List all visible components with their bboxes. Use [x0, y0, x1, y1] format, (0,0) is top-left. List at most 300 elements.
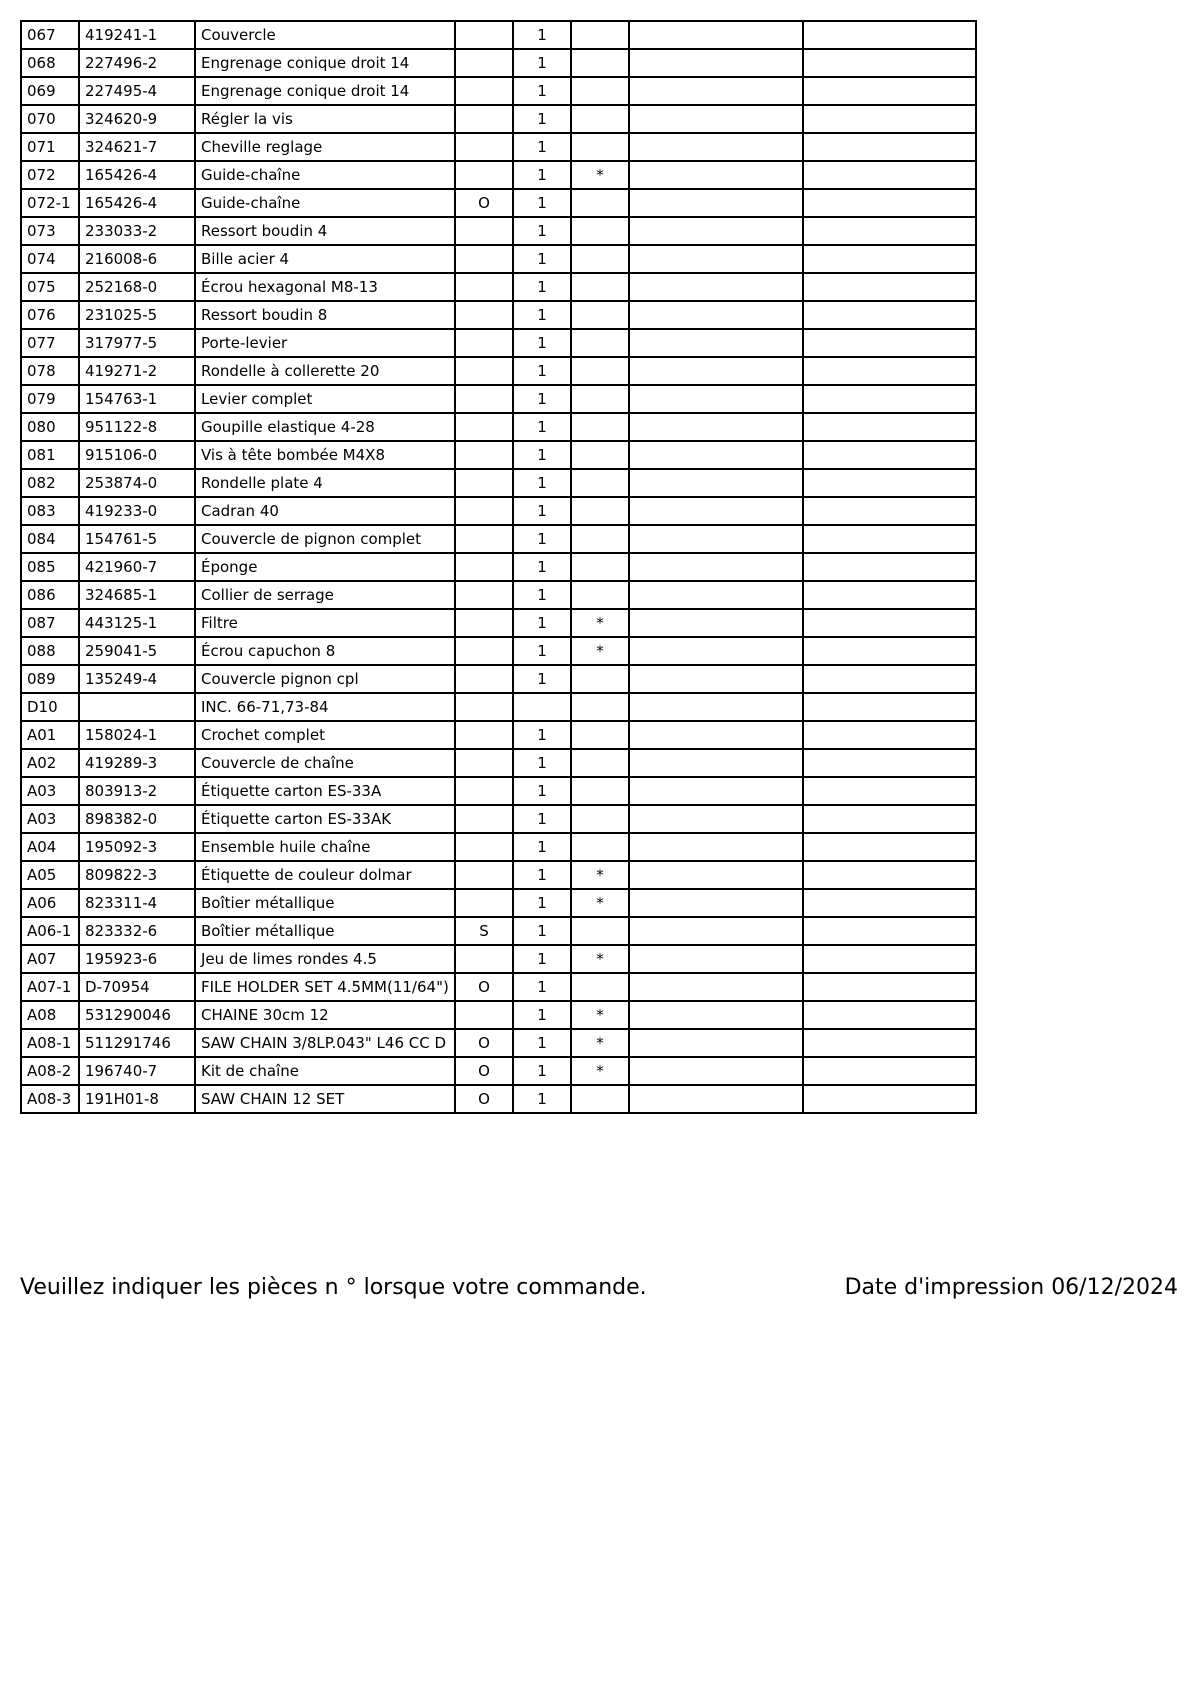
table-row — [21, 525, 976, 553]
cell-quantity: 1 — [513, 861, 571, 889]
cell-description: Boîtier métallique — [195, 889, 455, 917]
cell-part-number: 324685-1 — [79, 581, 195, 609]
cell-part-number: 227495-4 — [79, 77, 195, 105]
cell-note — [571, 777, 629, 805]
cell-ref-number: 070 — [21, 105, 79, 133]
cell-extra-1 — [629, 693, 803, 721]
cell-extra-2 — [803, 721, 976, 749]
cell-code — [455, 665, 513, 693]
cell-extra-2 — [803, 1029, 976, 1057]
cell-extra-1 — [629, 105, 803, 133]
cell-note — [571, 917, 629, 945]
cell-ref-number: 071 — [21, 133, 79, 161]
cell-quantity: 1 — [513, 21, 571, 49]
cell-description: Engrenage conique droit 14 — [195, 49, 455, 77]
table-row — [21, 161, 976, 189]
cell-quantity: 1 — [513, 273, 571, 301]
cell-code: S — [455, 917, 513, 945]
table-row — [21, 21, 976, 49]
cell-part-number: 195092-3 — [79, 833, 195, 861]
cell-part-number: 898382-0 — [79, 805, 195, 833]
cell-description: Porte-levier — [195, 329, 455, 357]
cell-code — [455, 805, 513, 833]
cell-quantity — [513, 693, 571, 721]
cell-ref-number: A05 — [21, 861, 79, 889]
cell-extra-1 — [629, 273, 803, 301]
cell-extra-2 — [803, 217, 976, 245]
cell-description: FILE HOLDER SET 4.5MM(11/64") — [195, 973, 455, 1001]
cell-code — [455, 441, 513, 469]
cell-extra-1 — [629, 609, 803, 637]
cell-part-number — [79, 693, 195, 721]
cell-part-number: 165426-4 — [79, 161, 195, 189]
cell-quantity: 1 — [513, 469, 571, 497]
cell-extra-2 — [803, 945, 976, 973]
cell-part-number: 317977-5 — [79, 329, 195, 357]
cell-extra-2 — [803, 861, 976, 889]
cell-part-number: 324621-7 — [79, 133, 195, 161]
cell-description: Rondelle plate 4 — [195, 469, 455, 497]
cell-extra-1 — [629, 245, 803, 273]
cell-extra-2 — [803, 525, 976, 553]
cell-part-number: 809822-3 — [79, 861, 195, 889]
cell-part-number: 216008-6 — [79, 245, 195, 273]
table-row — [21, 357, 976, 385]
cell-quantity: 1 — [513, 385, 571, 413]
cell-description: Bille acier 4 — [195, 245, 455, 273]
cell-description: Cadran 40 — [195, 497, 455, 525]
cell-description: Étiquette carton ES-33A — [195, 777, 455, 805]
cell-code: O — [455, 1029, 513, 1057]
cell-part-number: 915106-0 — [79, 441, 195, 469]
cell-code — [455, 553, 513, 581]
cell-part-number: 419241-1 — [79, 21, 195, 49]
cell-ref-number: 085 — [21, 553, 79, 581]
cell-extra-2 — [803, 357, 976, 385]
cell-note — [571, 721, 629, 749]
cell-quantity: 1 — [513, 441, 571, 469]
cell-note — [571, 497, 629, 525]
cell-description: Couvercle — [195, 21, 455, 49]
table-row — [21, 581, 976, 609]
cell-quantity: 1 — [513, 497, 571, 525]
table-row — [21, 301, 976, 329]
cell-note — [571, 749, 629, 777]
cell-extra-1 — [629, 917, 803, 945]
cell-ref-number: A08 — [21, 1001, 79, 1029]
cell-extra-1 — [629, 749, 803, 777]
cell-quantity: 1 — [513, 329, 571, 357]
cell-description: Étiquette carton ES-33AK — [195, 805, 455, 833]
cell-extra-2 — [803, 189, 976, 217]
cell-part-number: 196740-7 — [79, 1057, 195, 1085]
cell-code — [455, 525, 513, 553]
cell-extra-2 — [803, 161, 976, 189]
cell-quantity: 1 — [513, 133, 571, 161]
cell-part-number: 253874-0 — [79, 469, 195, 497]
table-row — [21, 973, 976, 1001]
cell-extra-1 — [629, 189, 803, 217]
cell-extra-2 — [803, 889, 976, 917]
cell-part-number: 191H01-8 — [79, 1085, 195, 1113]
cell-note — [571, 49, 629, 77]
cell-code: O — [455, 189, 513, 217]
cell-description: Étiquette de couleur dolmar — [195, 861, 455, 889]
cell-code — [455, 161, 513, 189]
table-row — [21, 1001, 976, 1029]
cell-part-number: 158024-1 — [79, 721, 195, 749]
cell-code — [455, 833, 513, 861]
cell-extra-1 — [629, 1001, 803, 1029]
cell-note — [571, 273, 629, 301]
cell-description: Vis à tête bombée M4X8 — [195, 441, 455, 469]
cell-ref-number: 074 — [21, 245, 79, 273]
cell-extra-2 — [803, 777, 976, 805]
cell-note — [571, 357, 629, 385]
table-row — [21, 833, 976, 861]
table-row — [21, 665, 976, 693]
cell-ref-number: 088 — [21, 637, 79, 665]
cell-description: Guide-chaîne — [195, 189, 455, 217]
table-row — [21, 105, 976, 133]
cell-quantity: 1 — [513, 413, 571, 441]
table-row — [21, 1029, 976, 1057]
cell-ref-number: A08-3 — [21, 1085, 79, 1113]
cell-extra-2 — [803, 21, 976, 49]
cell-note — [571, 413, 629, 441]
cell-extra-1 — [629, 1029, 803, 1057]
cell-extra-1 — [629, 637, 803, 665]
cell-quantity: 1 — [513, 105, 571, 133]
cell-quantity: 1 — [513, 245, 571, 273]
table-row — [21, 637, 976, 665]
cell-code — [455, 49, 513, 77]
cell-code — [455, 721, 513, 749]
cell-part-number: 421960-7 — [79, 553, 195, 581]
table-row — [21, 469, 976, 497]
cell-note: * — [571, 609, 629, 637]
cell-extra-1 — [629, 721, 803, 749]
cell-extra-1 — [629, 553, 803, 581]
cell-ref-number: A06-1 — [21, 917, 79, 945]
cell-code — [455, 413, 513, 441]
cell-ref-number: 078 — [21, 357, 79, 385]
cell-description: Ressort boudin 4 — [195, 217, 455, 245]
cell-part-number: 154763-1 — [79, 385, 195, 413]
table-row — [21, 245, 976, 273]
cell-note — [571, 665, 629, 693]
cell-extra-2 — [803, 329, 976, 357]
cell-quantity: 1 — [513, 525, 571, 553]
cell-note — [571, 1085, 629, 1113]
cell-code — [455, 105, 513, 133]
cell-description: Goupille elastique 4-28 — [195, 413, 455, 441]
cell-code — [455, 469, 513, 497]
cell-extra-2 — [803, 749, 976, 777]
cell-note: * — [571, 1001, 629, 1029]
table-row — [21, 273, 976, 301]
cell-part-number: 823332-6 — [79, 917, 195, 945]
cell-ref-number: 089 — [21, 665, 79, 693]
cell-code: O — [455, 1057, 513, 1085]
cell-extra-1 — [629, 833, 803, 861]
cell-quantity: 1 — [513, 1029, 571, 1057]
cell-part-number: 803913-2 — [79, 777, 195, 805]
cell-ref-number: D10 — [21, 693, 79, 721]
table-row — [21, 609, 976, 637]
cell-extra-2 — [803, 469, 976, 497]
cell-quantity: 1 — [513, 777, 571, 805]
cell-part-number: 259041-5 — [79, 637, 195, 665]
cell-extra-2 — [803, 693, 976, 721]
cell-ref-number: 083 — [21, 497, 79, 525]
cell-extra-2 — [803, 609, 976, 637]
cell-description: Couvercle pignon cpl — [195, 665, 455, 693]
cell-description: Boîtier métallique — [195, 917, 455, 945]
cell-note — [571, 329, 629, 357]
cell-code — [455, 609, 513, 637]
cell-description: Jeu de limes rondes 4.5 — [195, 945, 455, 973]
cell-part-number: D-70954 — [79, 973, 195, 1001]
cell-extra-1 — [629, 469, 803, 497]
cell-description: Couvercle de pignon complet — [195, 525, 455, 553]
cell-extra-2 — [803, 133, 976, 161]
cell-quantity: 1 — [513, 357, 571, 385]
cell-code — [455, 329, 513, 357]
cell-note: * — [571, 889, 629, 917]
table-row — [21, 749, 976, 777]
cell-note — [571, 553, 629, 581]
cell-extra-1 — [629, 525, 803, 553]
cell-ref-number: A03 — [21, 805, 79, 833]
cell-note — [571, 77, 629, 105]
cell-ref-number: 082 — [21, 469, 79, 497]
cell-code — [455, 385, 513, 413]
cell-description: Engrenage conique droit 14 — [195, 77, 455, 105]
cell-extra-2 — [803, 273, 976, 301]
cell-note — [571, 217, 629, 245]
cell-code — [455, 21, 513, 49]
cell-part-number: 511291746 — [79, 1029, 195, 1057]
table-row — [21, 77, 976, 105]
cell-extra-2 — [803, 49, 976, 77]
cell-description: Ressort boudin 8 — [195, 301, 455, 329]
cell-extra-2 — [803, 413, 976, 441]
cell-ref-number: 087 — [21, 609, 79, 637]
cell-quantity: 1 — [513, 581, 571, 609]
cell-quantity: 1 — [513, 1001, 571, 1029]
cell-quantity: 1 — [513, 301, 571, 329]
cell-ref-number: A01 — [21, 721, 79, 749]
table-row — [21, 777, 976, 805]
cell-ref-number: A08-1 — [21, 1029, 79, 1057]
cell-note — [571, 581, 629, 609]
cell-extra-2 — [803, 637, 976, 665]
parts-table-body — [21, 21, 976, 1113]
cell-code — [455, 273, 513, 301]
table-row — [21, 385, 976, 413]
cell-ref-number: 073 — [21, 217, 79, 245]
cell-extra-1 — [629, 777, 803, 805]
cell-description: Écrou capuchon 8 — [195, 637, 455, 665]
cell-extra-1 — [629, 861, 803, 889]
cell-code: O — [455, 973, 513, 1001]
cell-ref-number: A07 — [21, 945, 79, 973]
table-row — [21, 49, 976, 77]
table-row — [21, 441, 976, 469]
cell-extra-2 — [803, 553, 976, 581]
cell-extra-1 — [629, 21, 803, 49]
cell-code — [455, 749, 513, 777]
cell-note — [571, 245, 629, 273]
cell-extra-2 — [803, 245, 976, 273]
cell-code — [455, 133, 513, 161]
cell-ref-number: A07-1 — [21, 973, 79, 1001]
cell-extra-1 — [629, 217, 803, 245]
cell-extra-1 — [629, 301, 803, 329]
cell-extra-2 — [803, 665, 976, 693]
cell-description: Ensemble huile chaîne — [195, 833, 455, 861]
cell-note — [571, 469, 629, 497]
cell-extra-2 — [803, 1057, 976, 1085]
parts-table — [20, 20, 977, 1114]
cell-quantity: 1 — [513, 945, 571, 973]
cell-quantity: 1 — [513, 1057, 571, 1085]
cell-description: CHAINE 30cm 12 — [195, 1001, 455, 1029]
cell-ref-number: 079 — [21, 385, 79, 413]
cell-quantity: 1 — [513, 749, 571, 777]
cell-part-number: 154761-5 — [79, 525, 195, 553]
cell-note: * — [571, 861, 629, 889]
cell-code — [455, 245, 513, 273]
cell-quantity: 1 — [513, 637, 571, 665]
cell-note — [571, 525, 629, 553]
cell-note — [571, 21, 629, 49]
cell-ref-number: 077 — [21, 329, 79, 357]
cell-note — [571, 133, 629, 161]
cell-part-number: 324620-9 — [79, 105, 195, 133]
cell-note — [571, 973, 629, 1001]
cell-code — [455, 889, 513, 917]
cell-quantity: 1 — [513, 189, 571, 217]
cell-extra-1 — [629, 1057, 803, 1085]
cell-part-number: 443125-1 — [79, 609, 195, 637]
cell-quantity: 1 — [513, 889, 571, 917]
cell-code — [455, 945, 513, 973]
cell-description: Cheville reglage — [195, 133, 455, 161]
cell-quantity: 1 — [513, 161, 571, 189]
table-row — [21, 189, 976, 217]
cell-extra-1 — [629, 497, 803, 525]
cell-quantity: 1 — [513, 553, 571, 581]
cell-extra-1 — [629, 805, 803, 833]
table-row — [21, 1057, 976, 1085]
cell-code — [455, 861, 513, 889]
cell-description: Collier de serrage — [195, 581, 455, 609]
cell-note — [571, 301, 629, 329]
cell-ref-number: 067 — [21, 21, 79, 49]
cell-extra-1 — [629, 973, 803, 1001]
table-row — [21, 1085, 976, 1113]
cell-part-number: 252168-0 — [79, 273, 195, 301]
cell-ref-number: 075 — [21, 273, 79, 301]
cell-part-number: 419233-0 — [79, 497, 195, 525]
cell-extra-1 — [629, 945, 803, 973]
cell-code — [455, 77, 513, 105]
table-row — [21, 553, 976, 581]
cell-ref-number: 068 — [21, 49, 79, 77]
table-row — [21, 805, 976, 833]
cell-ref-number: 069 — [21, 77, 79, 105]
cell-extra-1 — [629, 441, 803, 469]
cell-extra-1 — [629, 357, 803, 385]
cell-extra-2 — [803, 441, 976, 469]
cell-part-number: 419271-2 — [79, 357, 195, 385]
cell-part-number: 823311-4 — [79, 889, 195, 917]
cell-ref-number: 086 — [21, 581, 79, 609]
cell-description: SAW CHAIN 3/8LP.043" L46 CC D — [195, 1029, 455, 1057]
cell-note: * — [571, 1057, 629, 1085]
cell-part-number: 195923-6 — [79, 945, 195, 973]
cell-extra-2 — [803, 581, 976, 609]
table-row — [21, 693, 976, 721]
cell-code — [455, 777, 513, 805]
cell-description: Guide-chaîne — [195, 161, 455, 189]
cell-ref-number: A08-2 — [21, 1057, 79, 1085]
cell-note — [571, 805, 629, 833]
cell-extra-2 — [803, 805, 976, 833]
cell-description: Écrou hexagonal M8-13 — [195, 273, 455, 301]
cell-extra-1 — [629, 1085, 803, 1113]
table-row — [21, 329, 976, 357]
cell-description: Couvercle de chaîne — [195, 749, 455, 777]
cell-quantity: 1 — [513, 721, 571, 749]
cell-part-number: 419289-3 — [79, 749, 195, 777]
cell-extra-1 — [629, 665, 803, 693]
table-row — [21, 413, 976, 441]
cell-description: Éponge — [195, 553, 455, 581]
cell-part-number: 227496-2 — [79, 49, 195, 77]
table-row — [21, 917, 976, 945]
cell-note: * — [571, 161, 629, 189]
cell-extra-2 — [803, 301, 976, 329]
cell-extra-1 — [629, 77, 803, 105]
cell-quantity: 1 — [513, 665, 571, 693]
cell-quantity: 1 — [513, 609, 571, 637]
cell-ref-number: A04 — [21, 833, 79, 861]
table-row — [21, 861, 976, 889]
cell-note — [571, 693, 629, 721]
cell-extra-2 — [803, 77, 976, 105]
cell-code — [455, 581, 513, 609]
cell-ref-number: 072-1 — [21, 189, 79, 217]
cell-code: O — [455, 1085, 513, 1113]
cell-quantity: 1 — [513, 917, 571, 945]
cell-part-number: 233033-2 — [79, 217, 195, 245]
table-row — [21, 721, 976, 749]
order-note: Veuillez indiquer les pièces n ° lorsque votre commande. — [20, 1275, 647, 1300]
cell-description: SAW CHAIN 12 SET — [195, 1085, 455, 1113]
cell-description: Rondelle à collerette 20 — [195, 357, 455, 385]
cell-extra-2 — [803, 497, 976, 525]
cell-code — [455, 637, 513, 665]
cell-part-number: 231025-5 — [79, 301, 195, 329]
cell-code — [455, 217, 513, 245]
cell-note: * — [571, 637, 629, 665]
cell-description: Filtre — [195, 609, 455, 637]
table-row — [21, 133, 976, 161]
cell-quantity: 1 — [513, 833, 571, 861]
